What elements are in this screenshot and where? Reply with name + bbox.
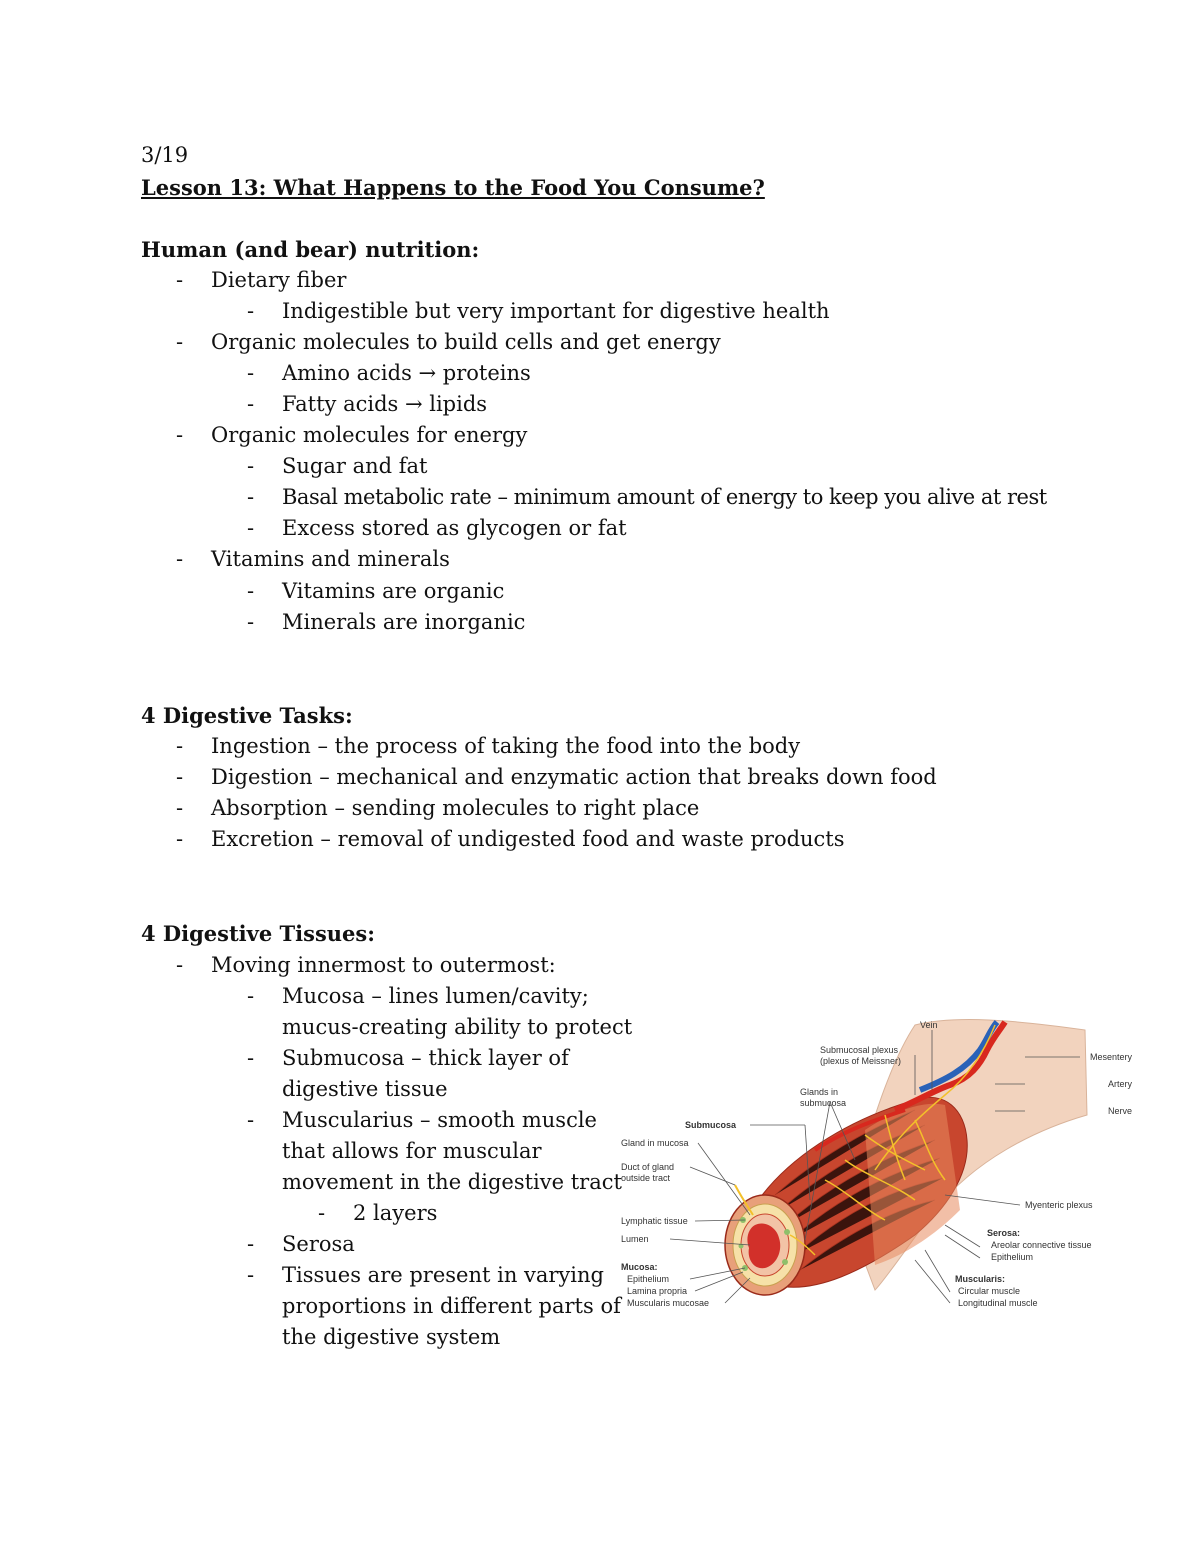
list-item-text: Tissues are present in varying xyxy=(282,1263,604,1287)
bullet-dash: - xyxy=(318,1201,326,1225)
label-duct-of-gland: Duct of gland xyxy=(621,1162,675,1172)
tasks-heading: 4 Digestive Tasks: xyxy=(141,703,353,728)
list-item-text: Organic molecules to build cells and get energy xyxy=(211,330,721,354)
bullet-dash: - xyxy=(176,796,184,820)
list-item-text: that allows for muscular xyxy=(282,1139,542,1163)
bullet-dash: - xyxy=(176,268,184,292)
bullet-dash: - xyxy=(247,1232,255,1256)
list-item-text: Amino acids → proteins xyxy=(282,361,531,385)
digestive-tract-diagram xyxy=(615,1010,1145,1320)
list-item-text: Indigestible but very important for digestive health xyxy=(282,299,830,323)
bullet-dash: - xyxy=(247,392,255,416)
bullet-dash: - xyxy=(176,734,184,758)
list-item-text: 2 layers xyxy=(353,1201,438,1225)
label-submucosal-plexus: Submucosal plexus xyxy=(820,1045,899,1055)
label-glands-in: Glands in xyxy=(800,1087,839,1097)
label-muscularis: Muscularis: xyxy=(955,1274,1006,1284)
bullet-dash: - xyxy=(247,299,255,323)
list-item-text: mucus-creating ability to protect xyxy=(282,1015,633,1039)
list-item-text: Organic molecules for energy xyxy=(211,423,528,447)
date: 3/19 xyxy=(141,143,189,167)
label-epithelium-serosa: Epithelium xyxy=(991,1252,1034,1262)
label-circular-muscle: Circular muscle xyxy=(958,1286,1021,1296)
bullet-dash: - xyxy=(176,423,184,447)
label-mesentery: Mesentery xyxy=(1090,1052,1133,1062)
list-item-text: Serosa xyxy=(282,1232,355,1256)
list-item-text: Vitamins and minerals xyxy=(211,547,450,571)
label-submucosa-small: submucosa xyxy=(800,1098,847,1108)
label-lymphatic-tissue: Lymphatic tissue xyxy=(621,1216,688,1226)
bullet-dash: - xyxy=(247,1108,255,1132)
bullet-dash: - xyxy=(247,454,255,478)
label-myenteric-plexus: Myenteric plexus xyxy=(1025,1200,1093,1210)
label-lumen: Lumen xyxy=(621,1234,649,1244)
bullet-dash: - xyxy=(247,1046,255,1070)
list-item-text: Excretion – removal of undigested food and waste products xyxy=(211,827,845,851)
bullet-dash: - xyxy=(247,984,255,1008)
list-item-text: Basal metabolic rate – minimum amount of energy to keep you alive at rest xyxy=(282,485,1047,509)
label-epithelium: Epithelium xyxy=(627,1274,670,1284)
list-item-text: Dietary fiber xyxy=(211,268,347,292)
list-item-text: movement in the digestive tract xyxy=(282,1170,622,1194)
label-plexus-of-meissner: (plexus of Meissner) xyxy=(820,1056,902,1066)
label-vein: Vein xyxy=(920,1020,938,1030)
list-item-text: digestive tissue xyxy=(282,1077,448,1101)
bullet-dash: - xyxy=(247,579,255,603)
list-item-text: proportions in different parts of xyxy=(282,1294,621,1318)
label-submucosa: Submucosa xyxy=(685,1120,737,1130)
bullet-dash: - xyxy=(176,827,184,851)
bullet-dash: - xyxy=(176,330,184,354)
list-item-text: Digestion – mechanical and enzymatic action that breaks down food xyxy=(211,765,937,789)
list-item-text: Mucosa – lines lumen/cavity; xyxy=(282,984,589,1008)
label-serosa: Serosa: xyxy=(987,1228,1021,1238)
bullet-dash: - xyxy=(247,361,255,385)
page-title: Lesson 13: What Happens to the Food You Consume? xyxy=(141,175,765,200)
submucosa-band xyxy=(865,1104,960,1265)
list-item-text: Sugar and fat xyxy=(282,454,428,478)
list-item-text: the digestive system xyxy=(282,1325,501,1349)
list-item-text: Submucosa – thick layer of xyxy=(282,1046,569,1070)
bullet-dash: - xyxy=(176,765,184,789)
tissues-heading: 4 Digestive Tissues: xyxy=(141,921,375,946)
list-item-text: Moving innermost to outermost: xyxy=(211,953,556,977)
label-areolar: Areolar connective tissue xyxy=(991,1240,1092,1250)
label-mucosa: Mucosa: xyxy=(621,1262,658,1272)
list-item-text: Excess stored as glycogen or fat xyxy=(282,516,627,540)
list-item-text: Muscularius – smooth muscle xyxy=(282,1108,597,1132)
nutrition-heading: Human (and bear) nutrition: xyxy=(141,237,480,262)
list-item-text: Vitamins are organic xyxy=(282,579,505,603)
bullet-dash: - xyxy=(247,485,255,509)
list-item-text: Fatty acids → lipids xyxy=(282,392,488,416)
label-lamina-propria: Lamina propria xyxy=(627,1286,688,1296)
bullet-dash: - xyxy=(247,1263,255,1287)
label-muscularis-mucosae: Muscularis mucosae xyxy=(627,1298,710,1308)
bullet-dash: - xyxy=(176,953,184,977)
label-gland-in-mucosa: Gland in mucosa xyxy=(621,1138,689,1148)
bullet-dash: - xyxy=(247,610,255,634)
label-longitudinal-muscle: Longitudinal muscle xyxy=(958,1298,1038,1308)
bullet-dash: - xyxy=(247,516,255,540)
list-item-text: Ingestion – the process of taking the food into the body xyxy=(211,734,801,758)
bullet-dash: - xyxy=(176,547,184,571)
label-artery: Artery xyxy=(1108,1079,1133,1089)
label-outside-tract: outside tract xyxy=(621,1173,671,1183)
label-nerve: Nerve xyxy=(1108,1106,1133,1116)
list-item-text: Absorption – sending molecules to right place xyxy=(211,796,700,820)
list-item-text: Minerals are inorganic xyxy=(282,610,526,634)
